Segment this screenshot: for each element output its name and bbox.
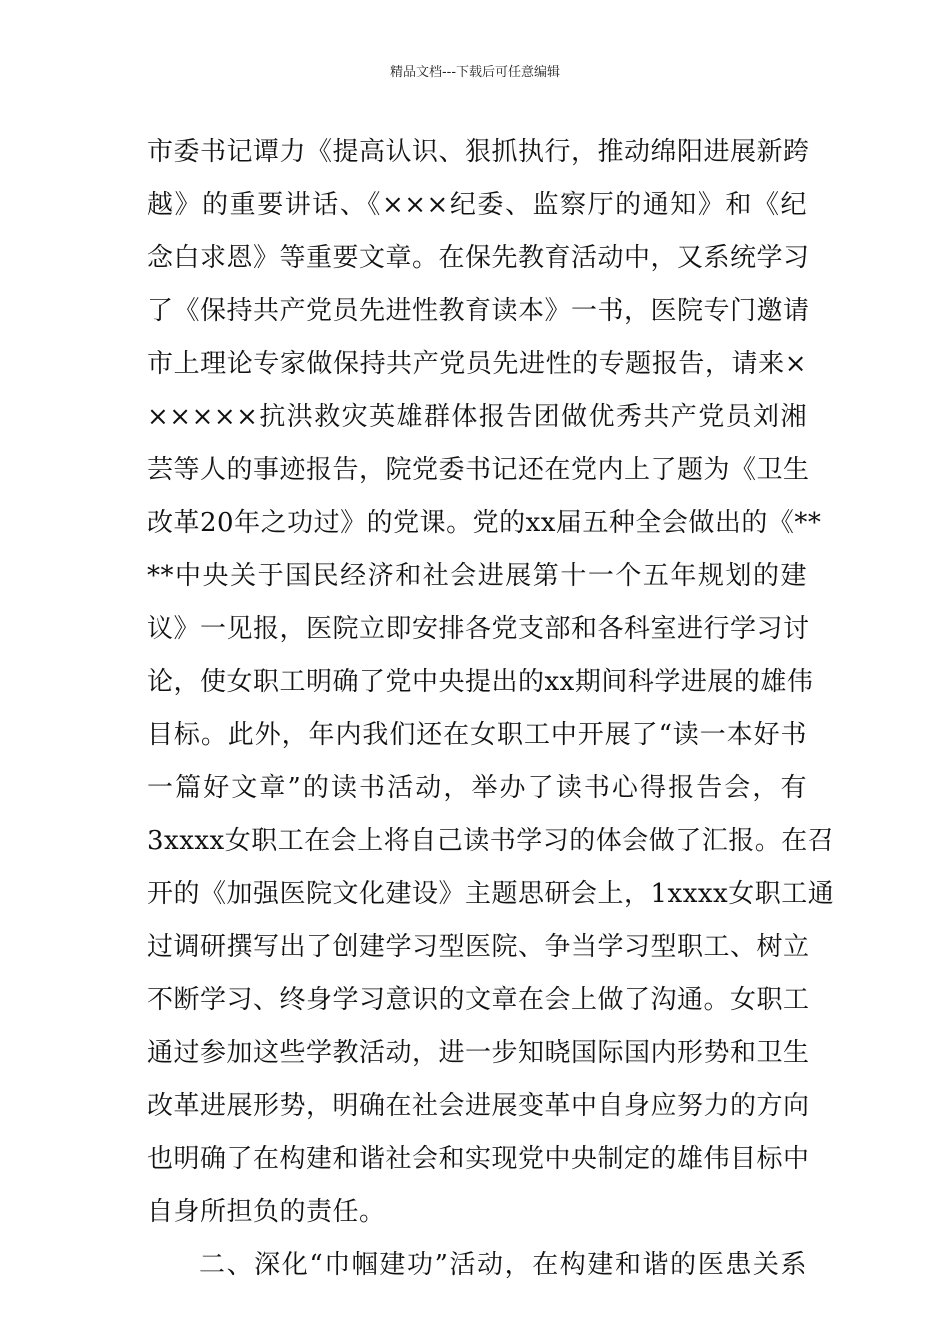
paragraph-line: 市上理论专家做保持共产党员先进性的专题报告，请来× [147,349,807,379]
paragraph-line: 也明确了在构建和谐社会和实现党中央制定的雄伟目标中 [147,1144,810,1174]
paragraph-line: 目标。此外，年内我们还在女职工中开展了“读一本好书 [147,720,807,750]
paragraph-line: 了《保持共产党员先进性教育读本》一书，医院专门邀请 [147,296,810,326]
paragraph-line: 过调研撰写出了创建学习型医院、争当学习型职工、树立 [147,932,810,962]
paragraph-line: **中央关于国民经济和社会进展第十一个五年规划的建 [147,561,807,591]
paragraph-line: 开的《加强医院文化建设》主题思研会上，1xxxx女职工通 [147,879,835,909]
paragraph-line: 一篇好文章”的读书活动，举办了读书心得报告会，有 [147,773,807,803]
section-heading-line: 二、深化“巾帼建功”活动，在构建和谐的医患关系 [199,1250,807,1280]
paragraph-line: ×××××抗洪救灾英雄群体报告团做优秀共产党员刘湘 [147,402,807,432]
paragraph-line: 议》一见报，医院立即安排各党支部和各科室进行学习讨 [147,614,810,644]
page-header: 精品文档---下载后可任意编辑 [389,65,561,80]
paragraph-line: 改革进展形势，明确在社会进展变革中自身应努力的方向 [147,1091,810,1121]
paragraph-line: 通过参加这些学教活动，进一步知晓国际国内形势和卫生 [147,1038,810,1068]
paragraph-line: 自身所担负的责任。 [147,1197,386,1227]
paragraph-line: 论，使女职工明确了党中央提出的xx期间科学进展的雄伟 [147,667,814,697]
paragraph-line: 不断学习、终身学习意识的文章在会上做了沟通。女职工 [147,985,810,1015]
paragraph-line: 市委书记谭力《提高认识、狠抓执行，推动绵阳进展新跨 [147,137,810,167]
paragraph-line: 越》的重要讲话、《×××纪委、监察厅的通知》和《纪 [147,190,807,220]
body-text [147,126,835,1292]
paragraph-line: 念白求恩》等重要文章。在保先教育活动中，又系统学习 [147,243,810,273]
paragraph-line: 芸等人的事迹报告，院党委书记还在党内上了题为《卫生 [147,455,810,485]
paragraph-line: 3xxxx女职工在会上将自己读书学习的体会做了汇报。在召 [147,826,835,856]
paragraph-line: 改革20年之功过》的党课。党的xx届五种全会做出的《** [147,508,822,538]
